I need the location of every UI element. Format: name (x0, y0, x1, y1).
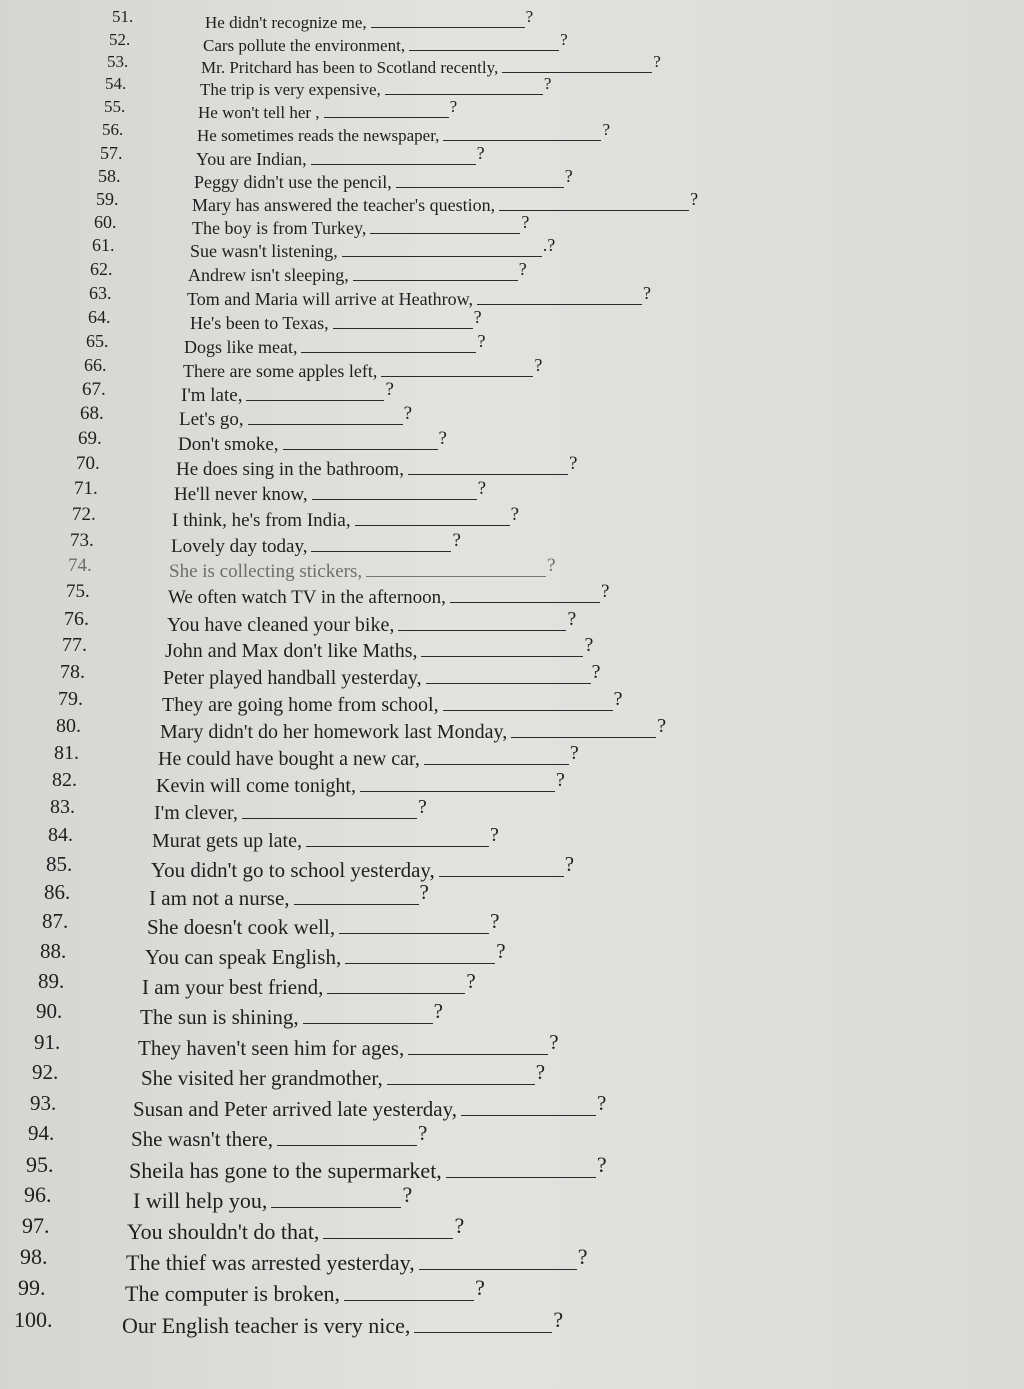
item-sentence: Mr. Pritchard has been to Scotland recently, (201, 58, 499, 77)
question-mark: ? (657, 715, 667, 737)
answer-blank[interactable] (355, 507, 510, 526)
answer-blank[interactable] (443, 692, 613, 711)
item-sentence: The sun is shining, (140, 1005, 299, 1029)
question-mark: ? (521, 212, 530, 232)
item-sentence: He won't tell her , (198, 103, 320, 122)
item-sentence: Sue wasn't listening, (190, 241, 338, 261)
item-sentence: She doesn't cook well, (147, 915, 336, 939)
item-sentence: Kevin will come tonight, (156, 775, 356, 797)
exercise-item (0, 906, 1000, 939)
question-mark: ? (466, 969, 476, 993)
answer-blank[interactable] (424, 746, 569, 765)
question-mark: ? (642, 283, 651, 303)
item-sentence: I will help you, (133, 1188, 268, 1213)
item-number: 90. (36, 999, 63, 1023)
exercise-item (0, 657, 1000, 687)
item-number: 62. (90, 259, 113, 279)
item-number: 53. (107, 52, 129, 71)
item-number: 75. (66, 581, 90, 602)
answer-blank[interactable] (366, 558, 546, 577)
item-sentence: Peggy didn't use the pencil, (194, 172, 392, 192)
item-sentence: The thief was arrested yesterday, (126, 1250, 415, 1275)
item-sentence: I think, he's from India, (172, 510, 351, 531)
exercise-item (0, 936, 1000, 969)
exercise-item (0, 820, 1000, 850)
item-sentence: Murat gets up late, (152, 830, 302, 852)
item-sentence: The trip is very expensive, (200, 80, 381, 99)
answer-blank[interactable] (345, 945, 495, 964)
exercise-item (0, 630, 1000, 660)
item-sentence-line (125, 1273, 485, 1309)
question-mark: ? (510, 504, 520, 525)
exercise-item (0, 849, 1000, 882)
item-number: 70. (76, 453, 100, 474)
item-sentence: Dogs like meat, (184, 337, 298, 357)
item-sentence: She wasn't there, (131, 1127, 273, 1151)
item-sentence: Mary has answered the teacher's question, (192, 195, 496, 215)
question-mark: ? (534, 355, 543, 375)
exercise-item (0, 1118, 1000, 1151)
answer-blank[interactable] (248, 406, 403, 425)
answer-blank[interactable] (271, 1189, 401, 1208)
answer-blank[interactable] (421, 638, 583, 657)
question-mark: ? (568, 453, 578, 474)
item-sentence: I am your best friend, (142, 975, 324, 999)
item-number: 88. (40, 939, 67, 963)
item-sentence: She is collecting stickers, (169, 561, 363, 582)
answer-blank[interactable] (414, 1314, 552, 1333)
item-number: 67. (82, 379, 106, 400)
item-number: 56. (102, 120, 124, 139)
item-sentence: Cars pollute the environment, (203, 36, 406, 55)
item-number: 63. (89, 283, 112, 303)
item-number: 85. (46, 852, 73, 876)
exercise-item (0, 1242, 1000, 1275)
exercise-item (0, 1180, 1000, 1213)
item-number: 71. (74, 478, 98, 499)
item-sentence: They are going home from school, (162, 694, 439, 716)
item-sentence: Tom and Maria will arrive at Heathrow, (187, 289, 473, 309)
item-number: 98. (20, 1244, 48, 1269)
item-sentence: You shouldn't do that, (127, 1219, 320, 1244)
item-sentence: You are Indian, (196, 149, 307, 169)
item-sentence: I'm clever, (154, 802, 238, 824)
item-number: 66. (84, 355, 107, 375)
item-sentence: Let's go, (179, 409, 244, 430)
answer-blank[interactable] (339, 915, 489, 934)
item-sentence: Peter played handball yesterday, (163, 667, 422, 689)
item-number: 64. (88, 307, 111, 327)
item-number: 100. (14, 1307, 53, 1332)
answer-blank[interactable] (306, 828, 489, 847)
item-number: 80. (56, 715, 81, 737)
item-number: 89. (38, 969, 65, 993)
answer-blank[interactable] (419, 1251, 577, 1270)
item-number: 72. (72, 504, 96, 525)
exercise-item (0, 996, 1000, 1029)
question-mark: .? (542, 235, 556, 255)
item-sentence: He'll never know, (174, 484, 308, 505)
item-number: 93. (30, 1091, 57, 1115)
question-mark: ? (490, 909, 500, 933)
answer-blank[interactable] (387, 1066, 535, 1085)
item-sentence: You have cleaned your bike, (167, 614, 395, 636)
item-sentence: He could have bought a new car, (158, 748, 420, 770)
item-number: 58. (98, 166, 121, 186)
item-number: 97. (22, 1213, 50, 1238)
answer-blank[interactable] (360, 773, 555, 792)
question-mark: ? (419, 880, 429, 904)
item-number: 65. (86, 331, 109, 351)
item-sentence-line (131, 1118, 427, 1154)
item-number: 74. (68, 555, 92, 576)
exercise-item (0, 738, 1000, 768)
item-number: 76. (64, 608, 89, 630)
question-mark: ? (476, 143, 485, 163)
question-mark: ? (591, 661, 601, 683)
answer-blank[interactable] (242, 800, 417, 819)
question-mark: ? (560, 30, 568, 49)
exercise-item (0, 1211, 1000, 1244)
item-sentence: The computer is broken, (125, 1281, 341, 1306)
item-number: 81. (54, 742, 79, 764)
question-mark: ? (555, 769, 565, 791)
answer-blank[interactable] (283, 431, 438, 450)
item-number: 91. (34, 1030, 61, 1054)
exercise-item (0, 765, 1000, 795)
question-mark: ? (547, 555, 556, 576)
item-sentence: They haven't seen him for ages, (138, 1036, 405, 1060)
answer-blank[interactable] (426, 665, 591, 684)
question-mark: ? (449, 97, 458, 116)
exercise-item (0, 1305, 1000, 1338)
exercise-item (0, 792, 1000, 822)
item-sentence: The boy is from Turkey, (192, 218, 367, 238)
question-mark: ? (567, 608, 577, 630)
answer-blank[interactable] (398, 612, 566, 631)
exercise-item (0, 684, 1000, 714)
item-sentence: We often watch TV in the afternoon, (168, 587, 446, 608)
question-mark: ? (602, 120, 610, 139)
exercise-item (0, 1273, 1000, 1306)
item-number: 94. (28, 1121, 55, 1145)
answer-blank[interactable] (327, 975, 465, 994)
question-mark: ? (613, 688, 623, 710)
item-number: 79. (58, 688, 83, 710)
question-mark: ? (690, 189, 699, 209)
item-number: 87. (42, 909, 69, 933)
question-mark: ? (577, 1244, 588, 1269)
question-mark: ? (489, 824, 499, 846)
question-mark: ? (564, 852, 575, 876)
item-number: 99. (18, 1275, 46, 1300)
answer-blank[interactable] (450, 584, 600, 603)
item-sentence: He's been to Texas, (190, 313, 329, 333)
question-mark: ? (418, 1121, 428, 1145)
item-number: 60. (94, 212, 117, 232)
item-sentence: Lovely day today, (171, 536, 308, 557)
question-mark: ? (653, 52, 661, 71)
item-sentence: You can speak English, (145, 945, 342, 969)
question-mark: ? (496, 939, 506, 963)
exercise-item (0, 1057, 1000, 1090)
answer-blank[interactable] (294, 886, 419, 905)
question-mark: ? (596, 1152, 607, 1177)
question-mark: ? (543, 74, 552, 93)
answer-blank[interactable] (312, 481, 477, 500)
answer-blank[interactable] (408, 456, 568, 475)
answer-blank[interactable] (344, 1282, 474, 1301)
question-mark: ? (535, 1060, 546, 1084)
item-number: 61. (92, 235, 115, 255)
item-number: 92. (32, 1060, 59, 1084)
item-number: 54. (105, 74, 127, 93)
answer-blank[interactable] (277, 1127, 417, 1146)
item-number: 86. (44, 880, 71, 904)
item-number: 55. (104, 97, 126, 116)
question-mark: ? (569, 742, 579, 764)
question-mark: ? (518, 259, 527, 279)
item-sentence: There are some apples left, (183, 361, 378, 381)
question-mark: ? (403, 403, 413, 424)
answer-blank[interactable] (311, 533, 451, 552)
answer-blank[interactable] (323, 1220, 453, 1239)
item-number: 52. (109, 30, 131, 49)
item-number: 83. (50, 796, 75, 818)
item-sentence: He didn't recognize me, (205, 13, 367, 32)
exercise-item (0, 711, 1000, 741)
question-mark: ? (454, 1213, 465, 1238)
question-mark: ? (417, 796, 427, 818)
question-mark: ? (475, 1275, 485, 1300)
question-mark: ? (438, 428, 447, 449)
item-number: 51. (112, 7, 134, 26)
answer-blank[interactable] (408, 1036, 548, 1055)
item-sentence: Sheila has gone to the supermarket, (129, 1158, 442, 1183)
item-sentence: She visited her grandmother, (141, 1066, 383, 1090)
question-mark: ? (477, 478, 487, 499)
item-sentence: Our English teacher is very nice, (122, 1313, 411, 1338)
question-mark: ? (477, 331, 486, 351)
question-mark: ? (597, 1091, 607, 1115)
item-number: 57. (100, 143, 123, 163)
item-sentence: I'm late, (181, 385, 243, 406)
question-mark: ? (549, 1030, 559, 1054)
item-sentence-line (122, 1305, 563, 1341)
answer-blank[interactable] (511, 719, 656, 738)
item-number: 95. (26, 1152, 54, 1177)
answer-blank[interactable] (446, 1159, 596, 1178)
item-sentence: Susan and Peter arrived late yesterday, (133, 1097, 458, 1121)
question-mark: ? (564, 166, 573, 186)
item-number: 59. (96, 189, 119, 209)
question-mark: ? (600, 581, 610, 602)
item-number: 82. (52, 769, 77, 791)
exercise-item (0, 877, 1000, 910)
item-number: 68. (80, 403, 104, 424)
item-number: 77. (62, 634, 87, 656)
item-sentence: He does sing in the bathroom, (176, 459, 404, 480)
item-sentence: Mary didn't do her homework last Monday, (160, 721, 508, 743)
question-mark: ? (452, 530, 461, 551)
answer-blank[interactable] (439, 858, 564, 877)
question-mark: ? (385, 379, 394, 400)
answer-blank[interactable] (461, 1097, 596, 1116)
item-sentence: Andrew isn't sleeping, (188, 265, 349, 285)
item-number: 84. (48, 824, 73, 846)
item-sentence: He sometimes reads the newspaper, (197, 126, 440, 145)
question-mark: ? (402, 1182, 413, 1207)
item-number: 78. (60, 661, 85, 683)
exercise-item (0, 1027, 1000, 1060)
exercise-item (0, 577, 1000, 607)
question-mark: ? (473, 307, 482, 327)
exercise-item (0, 966, 1000, 999)
item-number: 73. (70, 530, 94, 551)
question-mark: ? (525, 7, 534, 26)
question-mark: ? (584, 634, 594, 656)
exercise-item (0, 1150, 1000, 1183)
item-sentence: Don't smoke, (178, 434, 279, 455)
item-sentence: John and Max don't like Maths, (165, 640, 418, 662)
item-sentence: I am not a nurse, (149, 886, 290, 910)
item-number: 69. (78, 428, 102, 449)
question-mark: ? (433, 999, 443, 1023)
exercise-item (0, 1088, 1000, 1121)
item-number: 96. (24, 1182, 52, 1207)
question-mark: ? (553, 1307, 564, 1332)
answer-blank[interactable] (303, 1005, 433, 1024)
item-sentence: You didn't go to school yesterday, (151, 858, 435, 882)
